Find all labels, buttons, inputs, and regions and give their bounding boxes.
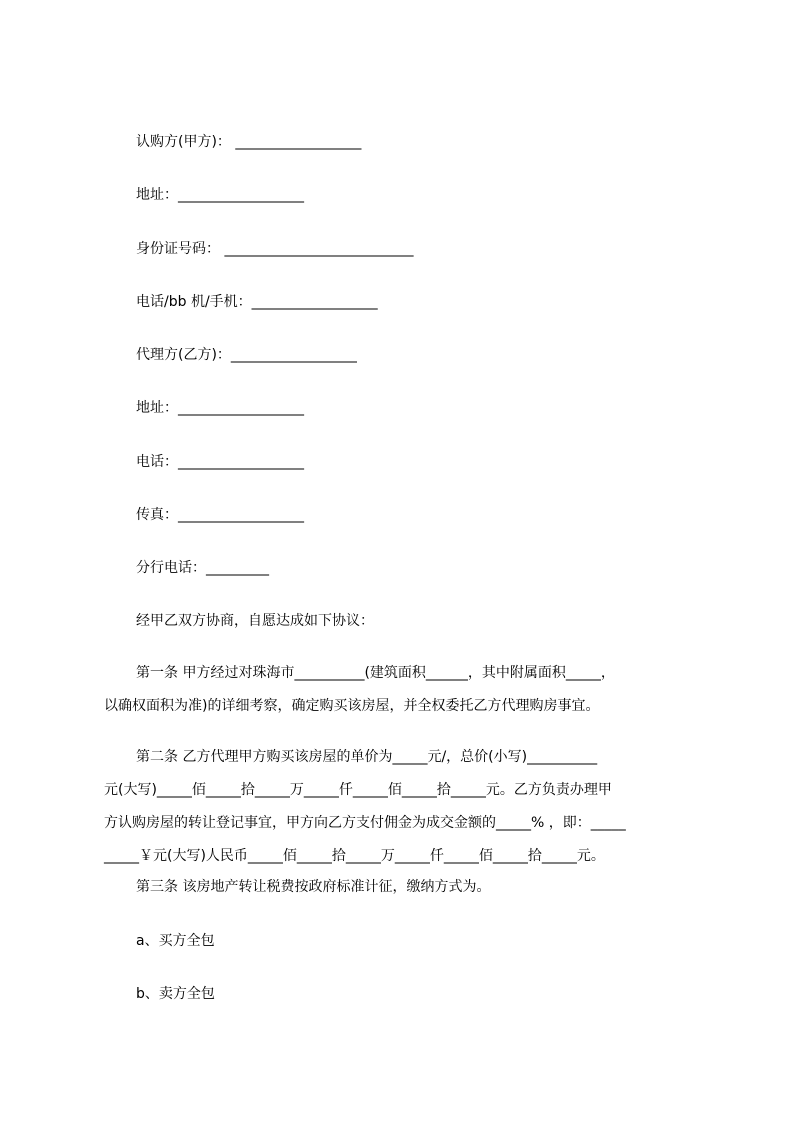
article-2-line-2: 元(大写)_____佰_____拾_____万_____仟_____佰_____拾_____元。乙方负责办理甲: [104, 782, 612, 798]
article-2: [104, 741, 704, 873]
article-1-line-2: 以确权面积为准)的详细考察，确定购买该房屋，并全权委托乙方代理购房事宜。: [104, 698, 600, 714]
agreement-intro: 经甲乙双方协商，自愿达成如下协议：: [136, 613, 374, 629]
article-2-line-4: _____￥元(大写)人民币_____佰_____拾_____万_____仟_____佰_____拾_____元。: [104, 848, 605, 864]
article-3: 第三条 该房地产转让税费按政府标准计征，缴纳方式为。: [136, 879, 491, 895]
article-2-line-1: 第二条 乙方代理甲方购买该房屋的单价为_____元/，总价(小写)__________: [136, 749, 598, 765]
agent-fax-field: 传真：__________________: [136, 507, 304, 523]
agent-phone-field: 电话：__________________: [136, 454, 304, 470]
buyer-id-field: 身份证号码： ___________________________: [136, 241, 414, 257]
agent-address-field: 地址：__________________: [136, 400, 304, 416]
buyer-phone-field: 电话/bb 机/手机：__________________: [136, 294, 378, 310]
article-2-line-3: 方认购房屋的转让登记事宜，甲方向乙方支付佣金为成交金额的_____% ，即：_____: [104, 815, 626, 831]
branch-phone-field: 分行电话：_________: [136, 560, 269, 576]
buyer-field: 认购方(甲方)： __________________: [136, 134, 362, 150]
article-1-line-1: 第一条 甲方经过对珠海市__________(建筑面积______，其中附属面积_____，: [136, 665, 615, 681]
option-b: b、卖方全包: [136, 986, 215, 1002]
option-a: a、买方全包: [136, 933, 215, 949]
buyer-address-field: 地址：__________________: [136, 187, 304, 203]
article-1: [104, 657, 704, 723]
agent-field: 代理方(乙方)：__________________: [136, 347, 357, 363]
